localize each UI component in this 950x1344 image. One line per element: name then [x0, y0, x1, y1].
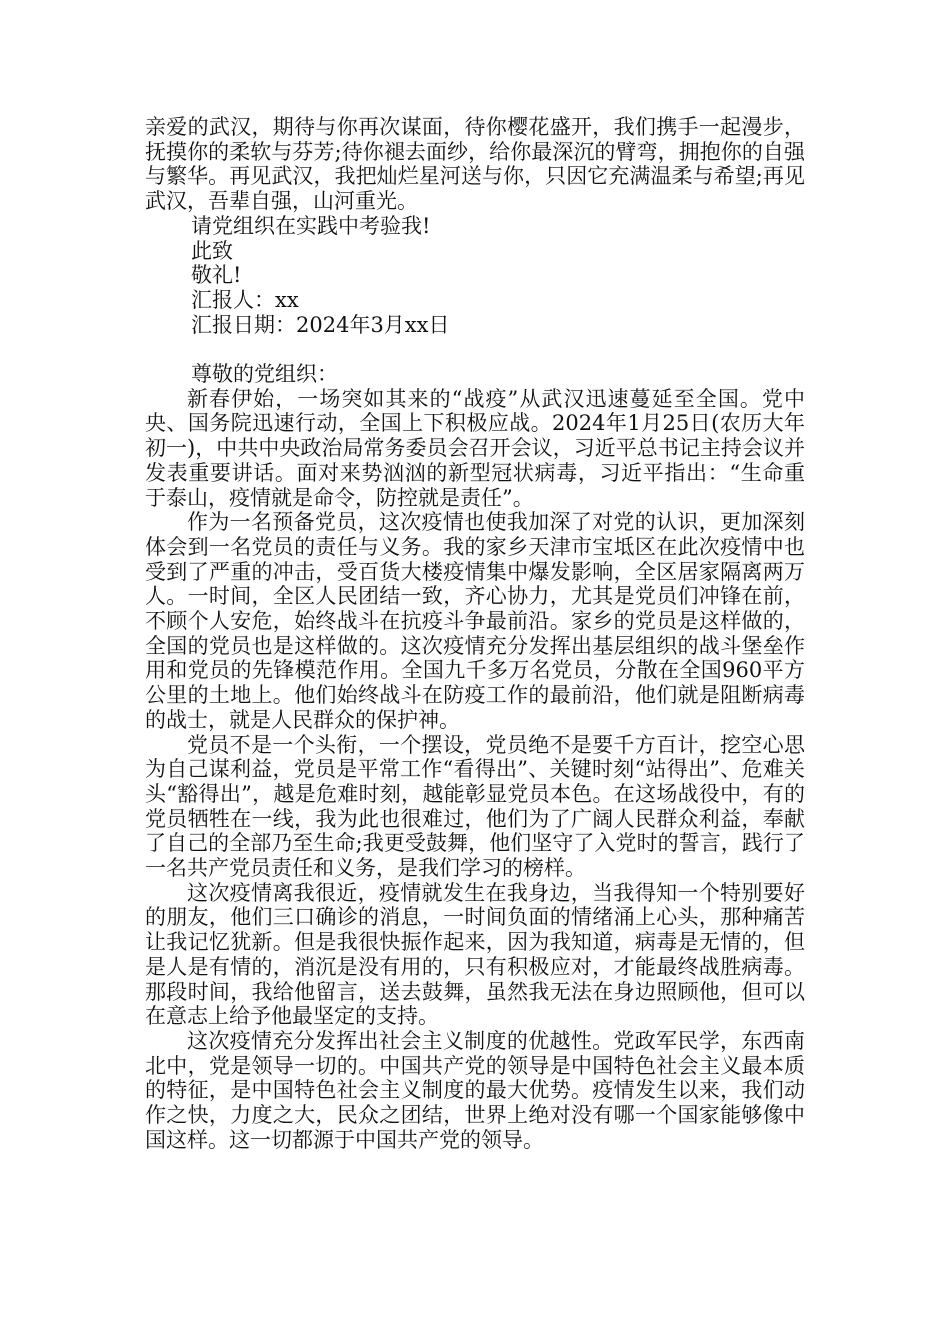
blank-line: [145, 337, 805, 362]
body-paragraph-5: 这次疫情充分发挥出社会主义制度的优越性。党政军民学，东西南北中，党是领导一切的。中国共产党的领导是中国特色社会主义最本质的特征，是中国特色社会主义制度的最大优势。疫情发生以来，我们动作之快，力度之大，民众之团结，世界上绝对没有哪一个国家能够像中国这样。这一切都源于中国共产党的领导。: [145, 1029, 805, 1152]
body-paragraph-3: 党员不是一个头衔，一个摆设，党员绝不是要千方百计，挖空心思为自己谋利益，党员是平常工作“看得出”、关键时刻“站得出”、危难关头“豁得出”，越是危难时刻，越能彰显党员本色。在这场战役中，有的党员牺牲在一线，我为此也很难过，他们为了广阔人民群众利益，奉献了自己的全部乃至生命;我更受鼓舞，他们坚守了入党时的誓言，践行了一名共产党员责任和义务，是我们学习的榜样。: [145, 732, 805, 881]
date-line: 汇报日期：2024年3月xx日: [191, 312, 450, 337]
greeting-line: 尊敬的党组织：: [191, 362, 338, 387]
closing-paragraph: 亲爱的武汉，期待与你再次谋面，待你樱花盛开，我们携手一起漫步，抚摸你的柔软与芬芳;待你褪去面纱，给你最深沉的臂弯，拥抱你的自强与繁华。再见武汉，我把灿烂星河送与你，只因它充满温柔与希望;再见武汉，吾辈自强，山河重光。: [145, 115, 805, 214]
body-paragraph-1: 新春伊始，一场突如其来的“战疫”从武汉迅速蔓延至全国。党中央、国务院迅速行动，全国上下积极应战。2024年1月25日(农历大年初一)，中共中央政治局常务委员会召开会议，习近平总书记主持会议并发表重要讲话。面对来势汹汹的新型冠状病毒，习近平指出：“生命重于泰山，疫情就是命令，防控就是责任”。: [145, 386, 805, 510]
request-line: 请党组织在实践中考验我!: [191, 213, 431, 238]
salutation-line-1: 此致: [191, 238, 233, 263]
document-page: [145, 115, 805, 1153]
reporter-line: 汇报人：xx: [191, 287, 299, 312]
body-paragraph-2: 作为一名预备党员，这次疫情也使我加深了对党的认识，更加深刻体会到一名党员的责任与义务。我的家乡天津市宝坻区在此次疫情中也受到了严重的冲击，受百货大楼疫情集中爆发影响，全区居家隔离两万人。一时间，全区人民团结一致，齐心协力，尤其是党员们冲锋在前，不顾个人安危，始终战斗在抗疫斗争最前沿。家乡的党员是这样做的，全国的党员也是这样做的。这次疫情充分发挥出基层组织的战斗堡垒作用和党员的先锋模范作用。全国九千多万名党员，分散在全国960平方公里的土地上。他们始终战斗在防疫工作的最前沿，他们就是阻断病毒的战士，就是人民群众的保护神。: [145, 510, 805, 732]
body-paragraph-4: 这次疫情离我很近，疫情就发生在我身边，当我得知一个特别要好的朋友，他们三口确诊的消息，一时间负面的情绪涌上心头，那种痛苦让我记忆犹新。但是我很快振作起来，因为我知道，病毒是无情的，但是人是有情的，消沉是没有用的，只有积极应对，才能最终战胜病毒。那段时间，我给他留言，送去鼓舞，虽然我无法在身边照顾他，但可以在意志上给予他最坚定的支持。: [145, 880, 805, 1029]
salutation-line-2: 敬礼!: [191, 263, 242, 288]
